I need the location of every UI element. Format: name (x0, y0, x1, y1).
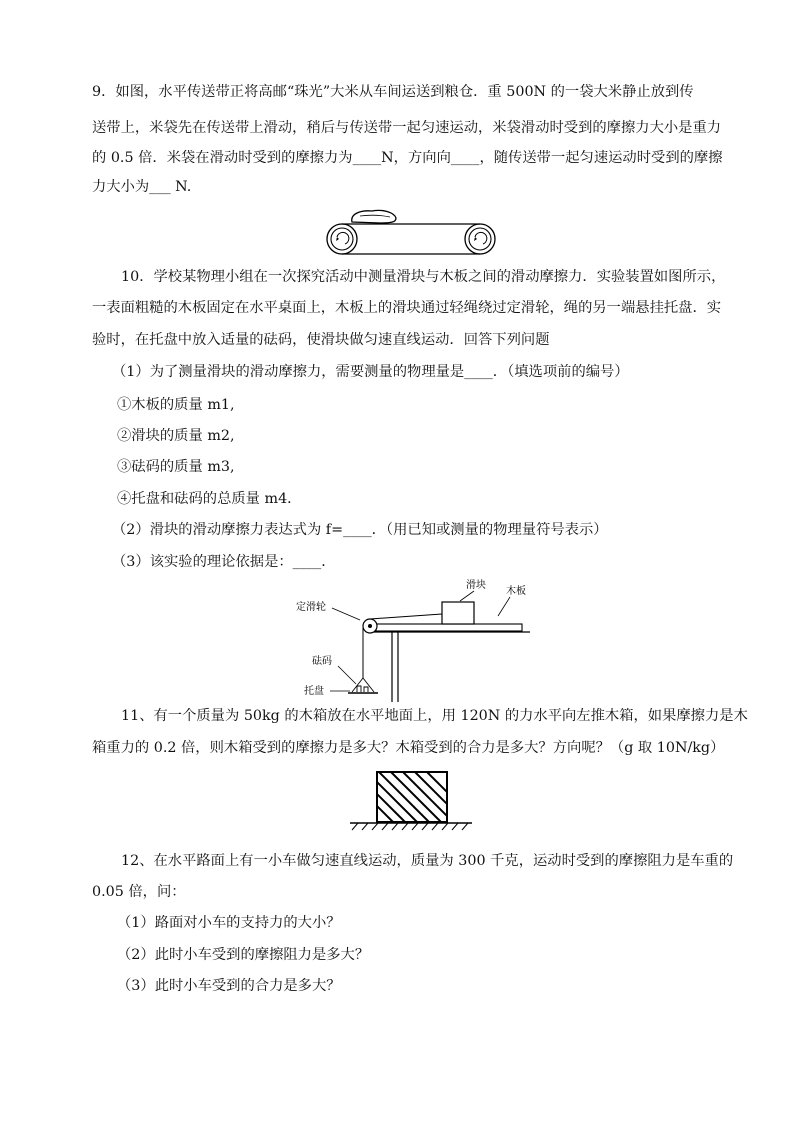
q10-option-4: ④托盘和砝码的总质量 m4． (117, 491, 302, 507)
q10-line-2: 一表面粗糙的木板固定在水平桌面上，木板上的滑块通过轻绳绕过定滑轮，绳的另一端悬挂托盘．实 (92, 300, 722, 316)
q11-line-1: 11、有一个质量为 50kg 的木箱放在水平地面上，用 120N 的力水平向左推木箱，如果摩擦力是木 (121, 708, 748, 724)
q10-option-2: ②滑块的质量 m2, (117, 428, 235, 444)
q10-line-3: 验时，在托盘中放入适量的砝码，使滑块做匀速直线运动．回答下列问题 (92, 332, 550, 348)
pulley (363, 619, 377, 633)
q10-line-1: 10．学校某物理小组在一次探究活动中测量滑块与木板之间的滑动摩擦力．实验装置如图所示， (121, 269, 726, 285)
q10-sub-1: （1）为了测量滑块的滑动摩擦力，需要测量的物理量是____．（填选项前的编号） (112, 364, 629, 380)
ground (350, 823, 472, 830)
q9-line-4: 力大小为___ N. (92, 179, 192, 195)
label-weights: 砝码 (312, 656, 332, 667)
q12-line-1: 12、在水平路面上有一小车做匀速直线运动，质量为 300 千克，运动时受到的摩擦阻力是车重的 (121, 853, 734, 869)
q10-option-3: ③砝码的质量 m3, (117, 459, 235, 475)
q9-line-1: 9．如图，水平传送带正将高邮“珠光”大米从车间运送到粮仓．重 500N 的一袋大米静止放到传 (92, 84, 694, 100)
q12-sub-3: （3）此时小车受到的合力是多大？ (117, 978, 341, 994)
label-slider: 滑块 (466, 580, 486, 591)
conveyor-belt-figure (320, 206, 502, 258)
rice-bag (352, 210, 396, 223)
table (366, 632, 530, 702)
wooden-box-figure (348, 770, 474, 832)
label-board: 木板 (506, 586, 526, 597)
belt (342, 224, 480, 254)
q9-line-3: 的 0.5 倍．米袋在滑动时受到的摩擦力为____N，方向向____，随传送带一起匀速运动时受到的摩擦 (92, 150, 723, 166)
q11-line-2: 箱重力的 0.2 倍，则木箱受到的摩擦力是多大？木箱受到的合力是多大？方向呢？（g 取 10N/kg） (92, 740, 725, 756)
pulley-experiment-figure (294, 574, 534, 702)
left-roller (327, 224, 357, 254)
q10-option-1: ①木板的质量 m1, (117, 397, 235, 413)
q12-sub-2: （2）此时小车受到的摩擦阻力是多大？ (117, 947, 370, 963)
wood-board (376, 624, 522, 631)
label-tray: 托盘 (304, 686, 324, 697)
q12-line-2: 0.05 倍，问： (92, 884, 186, 900)
q12-sub-1: （1）路面对小车的支持力的大小？ (117, 915, 341, 931)
q9-line-2: 送带上，米袋先在传送带上滑动，稍后与传送带一起匀速运动，米袋滑动时受到的摩擦力大小是重力 (92, 120, 722, 136)
q10-sub-3: （3）该实验的理论依据是：____． (112, 554, 336, 570)
right-roller (465, 224, 495, 254)
q10-sub-2: （2）滑块的滑动摩擦力表达式为 f=____．（用已知或测量的物理量符号表示） (112, 522, 608, 538)
wooden-box (348, 772, 474, 822)
slider-block (442, 602, 474, 624)
label-pulley: 定滑轮 (296, 602, 326, 613)
